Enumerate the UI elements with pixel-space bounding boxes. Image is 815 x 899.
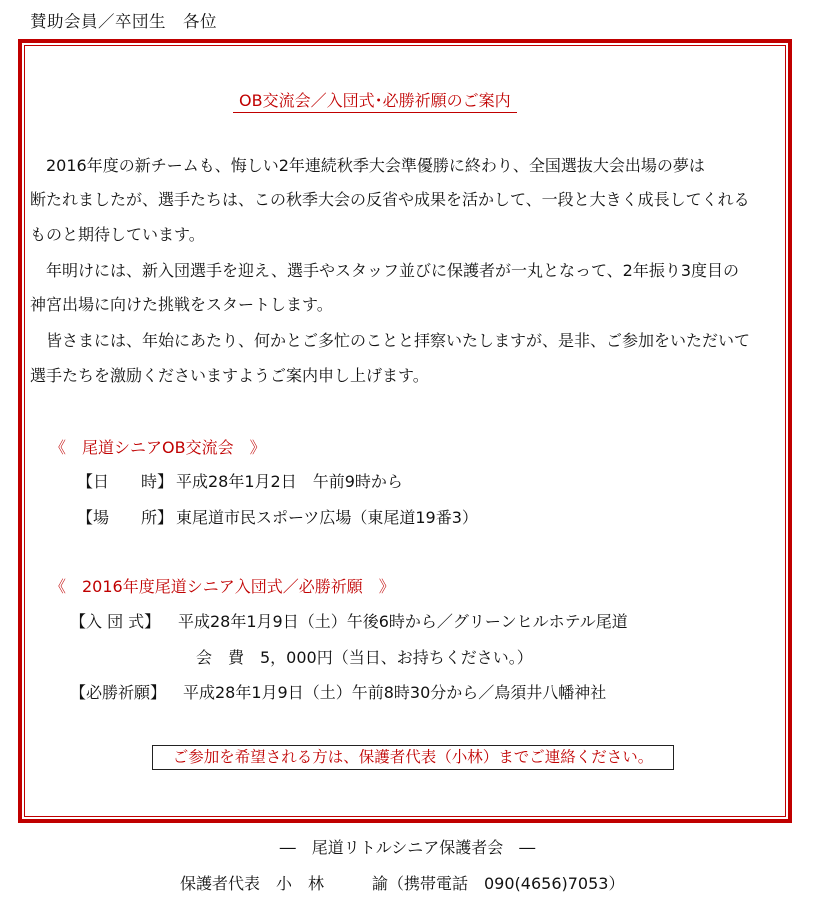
date-label: 【日 時】 xyxy=(77,472,174,491)
addressee: 賛助会員／卒団生 各位 xyxy=(30,12,217,31)
body-paragraph-line: ものと期待しています。 xyxy=(30,225,205,244)
prayer-value: 平成28年1月9日（土）午前8時30分から／鳥須井八幡神社 xyxy=(183,683,607,702)
ceremony-label: 【入 団 式】 xyxy=(70,612,161,631)
contact-line: 保護者代表 小 林 諭（携帯電話 090(4656)7053） xyxy=(180,874,625,893)
contact-notice: ご参加を希望される方は、保護者代表（小林）までご連絡ください。 xyxy=(152,745,674,770)
body-paragraph-line: 選手たちを激励くださいますようご案内申し上げます。 xyxy=(30,366,429,385)
page-title: OB交流会／入団式･必勝祈願のご案内 xyxy=(233,88,517,113)
section-heading-ob: 《 尾道シニアOB交流会 》 xyxy=(50,438,266,457)
prayer-label: 【必勝祈願】 xyxy=(70,683,167,702)
body-paragraph-line: 断たれましたが、選手たちは、この秋季大会の反省や成果を活かして、一段と大きく成長してくれる xyxy=(30,190,750,209)
body-paragraph-line: 2016年度の新チームも、悔しい2年連続秋季大会準優勝に終わり、全国選抜大会出場の夢は xyxy=(30,156,705,175)
place-label: 【場 所】 xyxy=(77,508,174,527)
body-paragraph-line: 神宮出場に向けた挑戦をスタートします。 xyxy=(30,295,333,314)
ceremony-value: 平成28年1月9日（土）午後6時から／グリーンヒルホテル尾道 xyxy=(178,612,628,631)
body-paragraph-line: 年明けには、新入団選手を迎え、選手やスタッフ並びに保護者が一丸となって、2年振り3度目の xyxy=(30,261,740,280)
organization-name: ― 尾道リトルシニア保護者会 ― xyxy=(279,838,536,857)
fee-line: 会 費 5，000円（当日、お持ちください。） xyxy=(196,648,533,667)
section-heading-ceremony: 《 2016年度尾道シニア入団式／必勝祈願 》 xyxy=(50,577,395,596)
body-paragraph-line: 皆さまには、年始にあたり、何かとご多忙のことと拝察いたしますが、是非、ご参加をいただいて xyxy=(30,331,751,350)
place-value: 東尾道市民スポーツ広場（東尾道19番3） xyxy=(176,508,478,527)
date-value: 平成28年1月2日 午前9時から xyxy=(176,472,403,491)
